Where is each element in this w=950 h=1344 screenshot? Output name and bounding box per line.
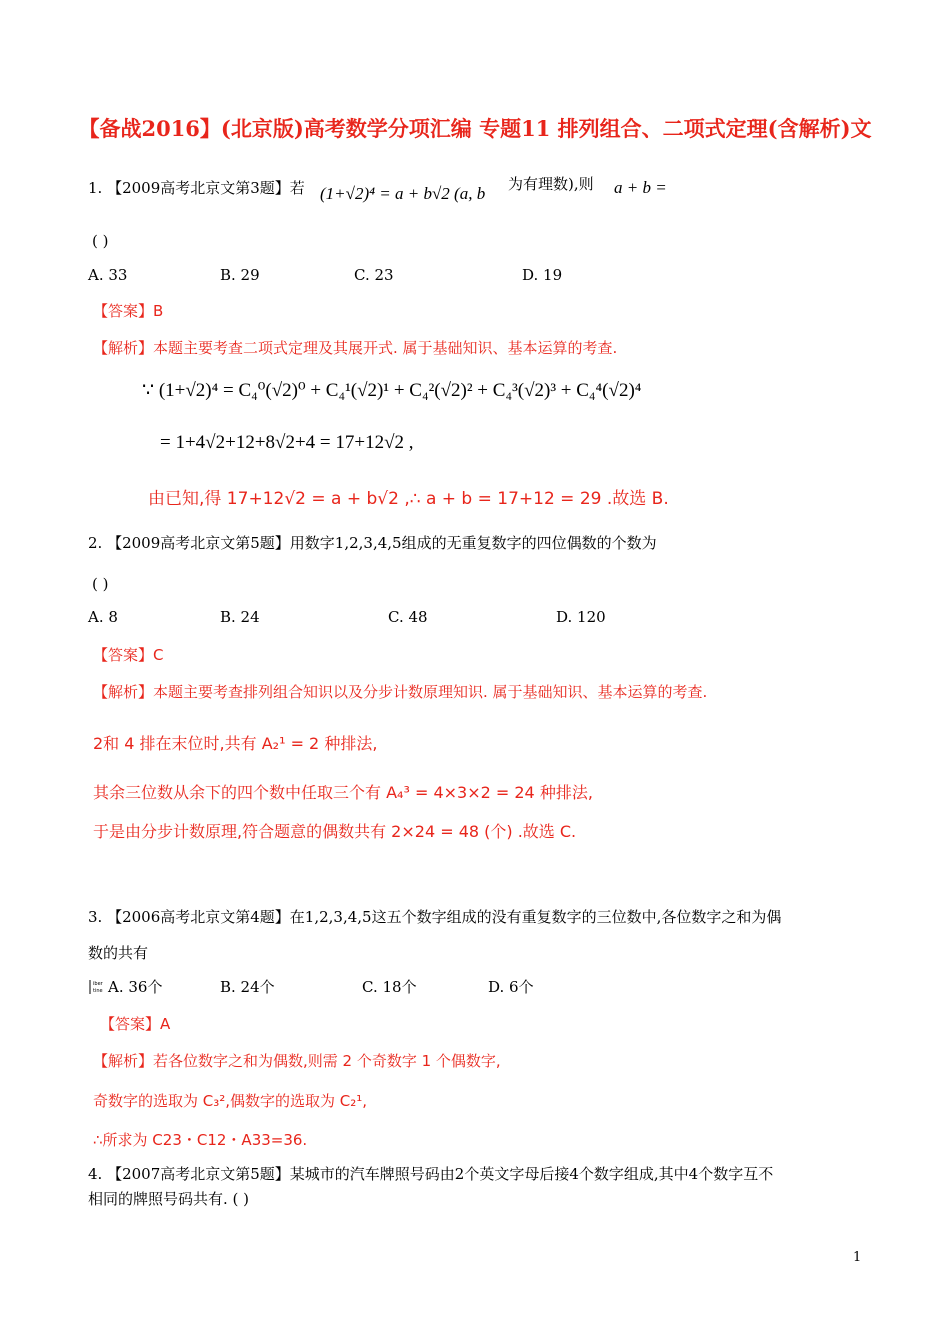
- q3-stem-line-1: 3. 【2006高考北京文第4题】在1,2,3,4,5这五个数字组成的没有重复数字的三位数中,各位数字之和为偶: [88, 908, 782, 926]
- q1-paren: ( ): [92, 232, 109, 250]
- q1-math-lhs: (1+√2)⁴ = a + b√2 (a, b: [320, 184, 486, 203]
- q3-analysis: 【解析】若各位数字之和为偶数,则需 2 个奇数字 1 个偶数字,: [93, 1052, 501, 1070]
- q3-option-d: D. 6个: [488, 978, 534, 996]
- line-marker-icon: [88, 978, 108, 996]
- q4-stem-line-1: 4. 【2007高考北京文第5题】某城市的汽车牌照号码由2个英文字母后接4个数字组成,其中4个数字互不: [88, 1165, 774, 1183]
- q3-answer: 【答案】A: [100, 1015, 171, 1033]
- q2-stem: 2. 【2009高考北京文第5题】用数字1,2,3,4,5组成的无重复数字的四位偶数的个数为: [88, 534, 657, 552]
- q1-analysis: 【解析】本题主要考查二项式定理及其展开式. 属于基础知识、基本运算的考查.: [93, 339, 618, 357]
- page-number: 1: [853, 1250, 862, 1265]
- q2-option-d: D. 120: [556, 608, 606, 626]
- q2-line-1: 2和 4 排在末位时,共有 A₂¹ = 2 种排法,: [93, 734, 378, 753]
- q1-math-rhs: a + b =: [614, 178, 667, 197]
- svg-text:tine: tine: [93, 988, 103, 994]
- svg-text:iber: iber: [93, 981, 103, 987]
- q1-option-b: B. 29: [220, 266, 260, 284]
- q3-stem-line-2: 数的共有: [88, 944, 149, 962]
- q1-stem-prefix: 1. 【2009高考北京文第3题】若: [88, 179, 305, 197]
- q1-option-c: C. 23: [354, 266, 394, 284]
- q1-equation-2: = 1+4√2+12+8√2+4 = 17+12√2 ,: [160, 432, 414, 453]
- q1-equation-1: ∵ (1+√2)⁴ = C₄⁰(√2)⁰ + C₄¹(√2)¹ + C₄²(√2)² + C₄³(√2)³ + C₄⁴(√2)⁴: [142, 380, 642, 401]
- q1-conclusion: 由已知,得 17+12√2 = a + b√2 ,∴ a + b = 17+12 = 29 .故选 B.: [148, 489, 669, 509]
- q2-line-2: 其余三位数从余下的四个数中任取三个有 A₄³ = 4×3×2 = 24 种排法,: [93, 783, 593, 802]
- q2-option-c: C. 48: [388, 608, 428, 626]
- q2-line-3: 于是由分步计数原理,符合题意的偶数共有 2×24 = 48 (个) .故选 C.: [93, 822, 577, 841]
- q1-stem-mid: 为有理数),则: [508, 175, 594, 193]
- q1-option-a: A. 33: [88, 266, 128, 284]
- q2-analysis: 【解析】本题主要考查排列组合知识以及分步计数原理知识. 属于基础知识、基本运算的考查.: [93, 683, 708, 701]
- q3-option-a: A. 36个: [108, 978, 163, 996]
- q3-line-1: 奇数字的选取为 C₃²,偶数字的选取为 C₂¹,: [93, 1092, 368, 1110]
- q2-option-a: A. 8: [88, 608, 118, 626]
- q1-option-d: D. 19: [522, 266, 563, 284]
- q2-paren: ( ): [92, 575, 109, 593]
- q3-option-b: B. 24个: [220, 978, 275, 996]
- q2-answer: 【答案】C: [93, 646, 164, 664]
- q4-stem-line-2: 相同的牌照号码共有. ( ): [88, 1190, 250, 1208]
- q2-option-b: B. 24: [220, 608, 260, 626]
- q3-option-c: C. 18个: [362, 978, 417, 996]
- page-title: 【备战2016】(北京版)高考数学分项汇编 专题11 排列组合、二项式定理(含解析)文: [78, 116, 872, 141]
- q1-answer: 【答案】B: [93, 302, 164, 320]
- q3-line-2: ∴所求为 C23・C12・A33=36.: [93, 1131, 308, 1149]
